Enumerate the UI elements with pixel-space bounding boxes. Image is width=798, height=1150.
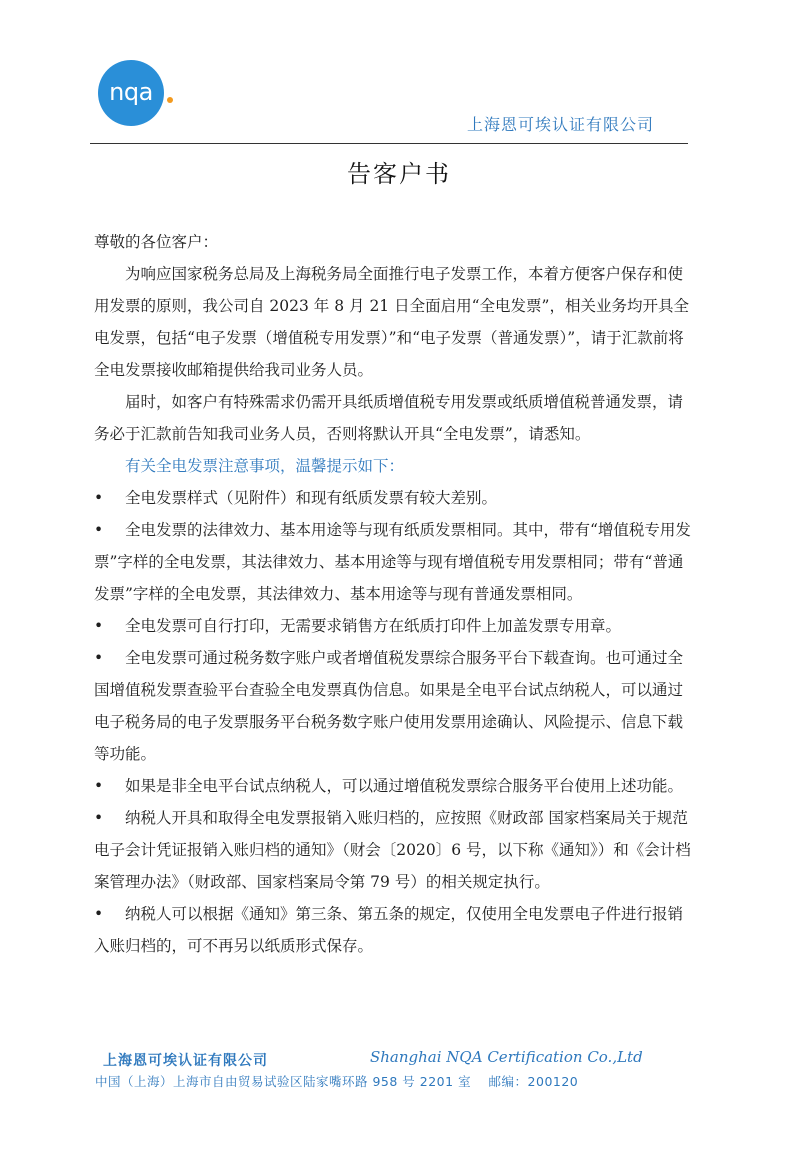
paragraph-1: 为响应国家税务总局及上海税务局全面推行电子发票工作，本着方便客户保存和使用发票的原则，我公司自 2023 年 8 月 21 日全面启用“全电发票”，相关业务均开具全电发票，包括“电子发票（增值税专用发票）”和“电子发票（普通发票）”，请于汇款前将全电发票接收邮箱提供给我司业务人员。 xyxy=(94,265,689,379)
bullet-item-4 xyxy=(94,642,692,770)
bullet-icon: • xyxy=(94,809,104,827)
bullet-icon: • xyxy=(94,489,104,507)
bullet-text: 纳税人开具和取得全电发票报销入账归档的，应按照《财政部 国家档案局关于规范电子会计凭证报销入账归档的通知》（财会〔2020〕6 号，以下称《通知》）和《会计档案管理办法》（财政部、国家档案局令第 79 号）的相关规定执行。 xyxy=(94,809,691,891)
bullet-icon: • xyxy=(94,617,104,635)
footer-company-cn: 上海恩可埃认证有限公司 xyxy=(103,1053,268,1069)
bullet-item-6 xyxy=(94,802,692,898)
bullet-item-7 xyxy=(94,898,692,962)
bullet-icon: • xyxy=(94,905,104,923)
logo-text: nqa xyxy=(109,78,153,106)
page-title: 告客户书 xyxy=(347,160,451,188)
header-company-name: 上海恩可埃认证有限公司 xyxy=(466,115,654,134)
bullet-text: 如果是非全电平台试点纳税人，可以通过增值税发票综合服务平台使用上述功能。 xyxy=(125,777,684,795)
logo-dot-icon xyxy=(167,97,173,103)
bullet-icon: • xyxy=(94,777,104,795)
bullet-icon: • xyxy=(94,649,104,667)
bullet-item-5 xyxy=(94,770,692,802)
bullet-text: 全电发票的法律效力、基本用途等与现有纸质发票相同。其中，带有“增值税专用发票”字样的全电发票，其法律效力、基本用途等与现有增值税专用发票相同；带有“普通发票”字样的全电发票，其法律效力、基本用途等与现有普通发票相同。 xyxy=(94,521,691,603)
footer-company-en: Shanghai NQA Certification Co.,Ltd xyxy=(370,1048,643,1066)
bullet-text: 纳税人可以根据《通知》第三条、第五条的规定，仅使用全电发票电子件进行报销入账归档的，可不再另以纸质形式保存。 xyxy=(94,905,684,955)
bullet-text: 全电发票可通过税务数字账户或者增值税发票综合服务平台下载查询。也可通过全国增值税发票查验平台查验全电发票真伪信息。如果是全电平台试点纳税人，可以通过电子税务局的电子发票服务平台税务数字账户使用发票用途确认、风险提示、信息下载等功能。 xyxy=(94,649,684,763)
notice-heading: 有关全电发票注意事项，温馨提示如下： xyxy=(125,457,405,475)
bullet-text: 全电发票样式（见附件）和现有纸质发票有较大差别。 xyxy=(125,489,498,507)
header-divider xyxy=(90,143,688,144)
bullet-item-3 xyxy=(94,610,692,642)
footer-address: 中国（上海）上海市自由贸易试验区陆家嘴环路 958 号 2201 室 邮编：200120 xyxy=(95,1074,579,1089)
nqa-logo xyxy=(98,60,164,126)
bullet-text: 全电发票可自行打印，无需要求销售方在纸质打印件上加盖发票专用章。 xyxy=(125,617,622,635)
salutation: 尊敬的各位客户： xyxy=(94,233,219,251)
bullet-item-2 xyxy=(94,514,692,610)
bullet-icon: • xyxy=(94,521,104,539)
letter-body xyxy=(94,226,692,962)
paragraph-2: 届时，如客户有特殊需求仍需开具纸质增值税专用发票或纸质增值税普通发票，请务必于汇款前告知我司业务人员，否则将默认开具“全电发票”，请悉知。 xyxy=(94,393,684,443)
bullet-item-1 xyxy=(94,482,692,514)
